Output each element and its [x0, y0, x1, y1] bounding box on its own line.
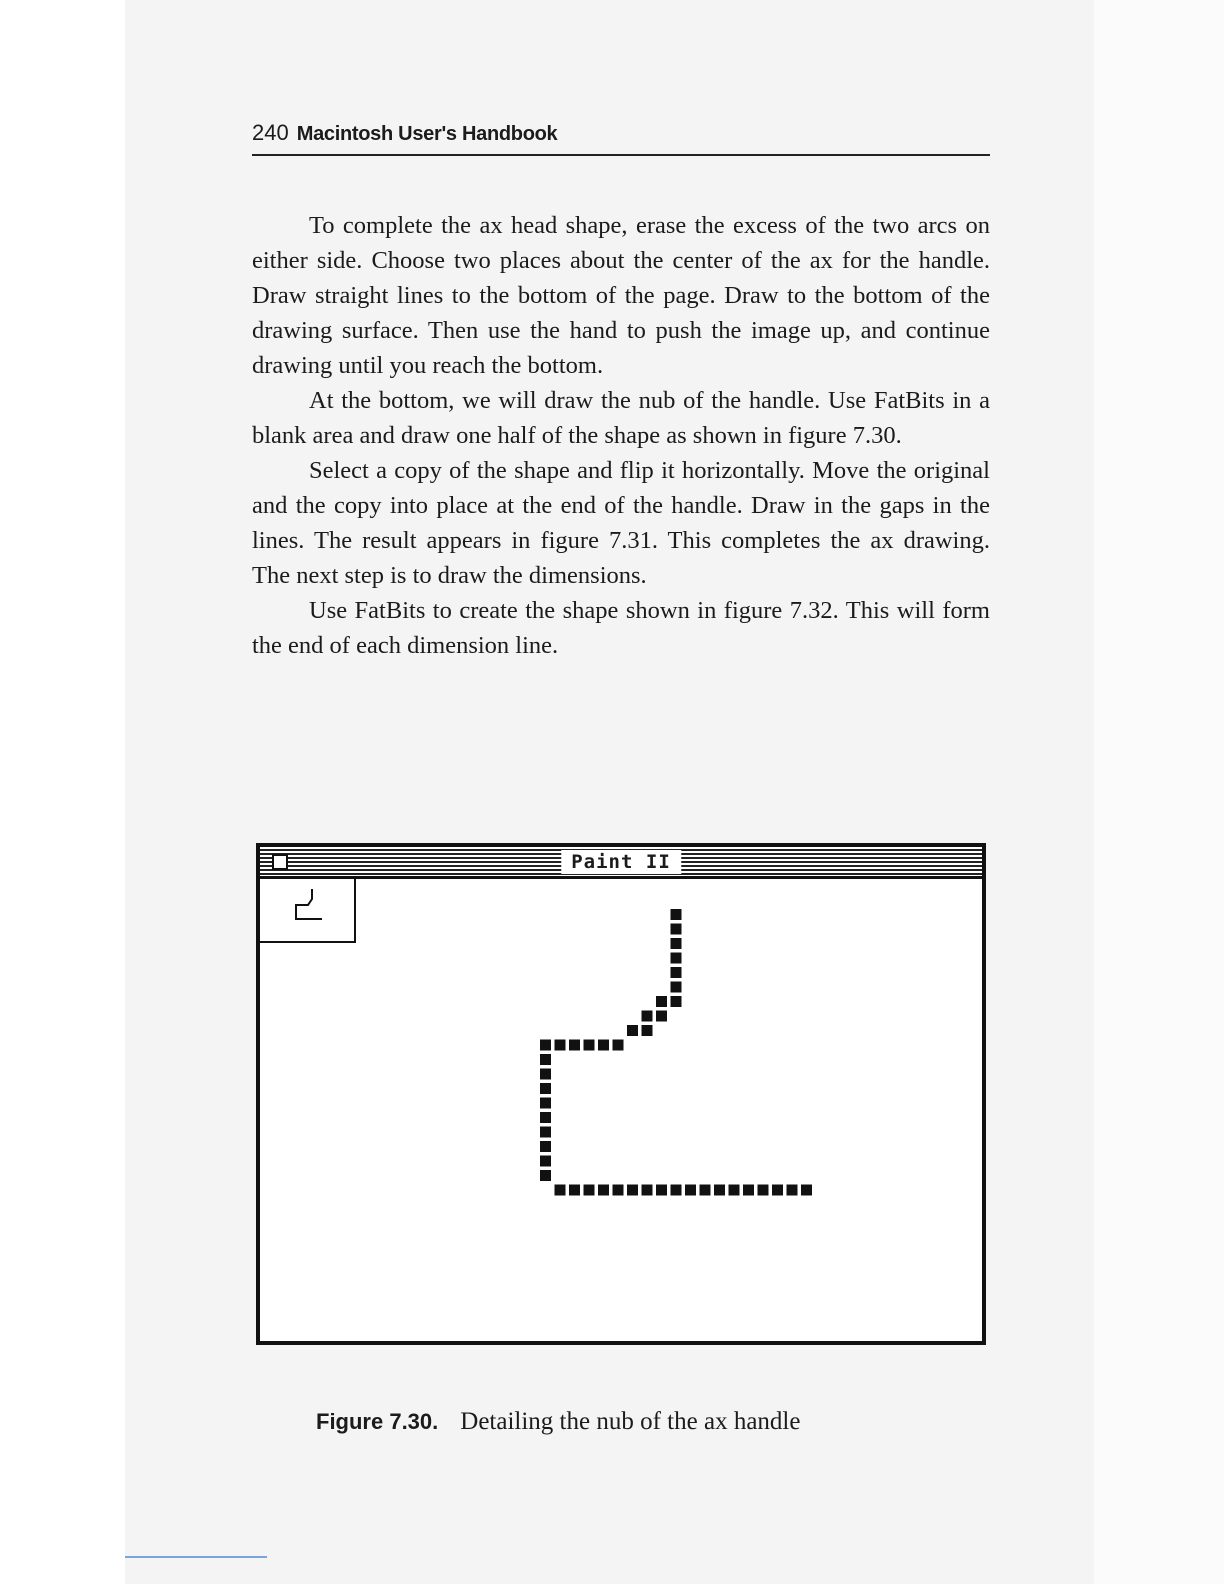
fat-pixel — [598, 1185, 609, 1196]
fat-pixel — [671, 982, 682, 993]
window-title: Paint II — [561, 850, 681, 874]
fat-pixel — [627, 1185, 638, 1196]
fat-pixel — [671, 924, 682, 935]
paragraph: Use FatBits to create the shape shown in figure 7.32. This will form the end of each dimension line. — [252, 597, 990, 659]
fat-pixel — [584, 1185, 595, 1196]
fat-pixel — [540, 1069, 551, 1080]
page-margin-left — [0, 0, 125, 1584]
fat-pixel — [671, 938, 682, 949]
fat-pixel — [555, 1185, 566, 1196]
fat-pixel — [555, 1040, 566, 1051]
body-text — [252, 208, 990, 663]
fat-pixel — [787, 1185, 798, 1196]
running-header — [252, 120, 990, 156]
caption-label: Figure 7.30. — [316, 1409, 439, 1434]
caption-text: Detailing the nub of the ax handle — [460, 1408, 801, 1435]
fat-pixel — [671, 996, 682, 1007]
fat-pixel — [540, 1098, 551, 1109]
fat-pixel — [671, 953, 682, 964]
fat-pixel — [671, 1185, 682, 1196]
paragraph: To complete the ax head shape, erase the excess of the two arcs on either side. Choose two places about the center of the ax for the handle. Draw straight lines to the bottom of the page. Draw to the bottom of the drawing surface. Then use the hand to push the image up, and continue drawing until you reach the bottom. — [252, 212, 990, 379]
page-margin-right — [1094, 0, 1224, 1584]
fat-pixel — [613, 1185, 624, 1196]
fat-pixel — [801, 1185, 812, 1196]
book-title: Macintosh User's Handbook — [296, 123, 558, 145]
footer-rule — [125, 1556, 267, 1558]
fat-pixel — [569, 1040, 580, 1051]
fat-pixel — [642, 1185, 653, 1196]
fat-pixel — [540, 1083, 551, 1094]
fat-pixel — [729, 1185, 740, 1196]
fat-pixel — [540, 1170, 551, 1181]
figure-caption — [316, 1408, 800, 1436]
fat-pixel — [685, 1185, 696, 1196]
fat-pixel — [656, 1011, 667, 1022]
fat-pixel — [569, 1185, 580, 1196]
fat-pixel — [642, 1011, 653, 1022]
fat-pixel — [598, 1040, 609, 1051]
fat-pixel — [642, 1025, 653, 1036]
fat-pixel — [540, 1112, 551, 1123]
fat-pixel — [772, 1185, 783, 1196]
fat-pixel — [584, 1040, 595, 1051]
fat-pixel — [743, 1185, 754, 1196]
fat-pixel — [540, 1054, 551, 1065]
paint-window — [256, 843, 986, 1345]
fat-pixel — [540, 1141, 551, 1152]
fat-pixel — [671, 909, 682, 920]
fat-pixel — [540, 1127, 551, 1138]
fat-pixel — [613, 1040, 624, 1051]
fat-pixel — [656, 1185, 667, 1196]
paragraph: Select a copy of the shape and flip it horizontally. Move the original and the copy into place at the end of the handle. Draw in the gaps in the lines. The result appears in figure 7.31. This completes the ax drawing. The next step is to draw the dimensions. — [252, 457, 990, 589]
paragraph: At the bottom, we will draw the nub of the handle. Use FatBits in a blank area and draw one half of the shape as shown in figure 7.30. — [252, 387, 990, 449]
fat-pixel — [656, 996, 667, 1007]
fat-pixel — [714, 1185, 725, 1196]
fat-pixel — [671, 967, 682, 978]
fat-pixel — [627, 1025, 638, 1036]
page-number: 240 — [252, 120, 289, 145]
fat-pixel — [758, 1185, 769, 1196]
fat-pixel — [540, 1156, 551, 1167]
fatbits-canvas[interactable] — [260, 847, 982, 1341]
fat-pixel — [700, 1185, 711, 1196]
fat-pixel — [540, 1040, 551, 1051]
